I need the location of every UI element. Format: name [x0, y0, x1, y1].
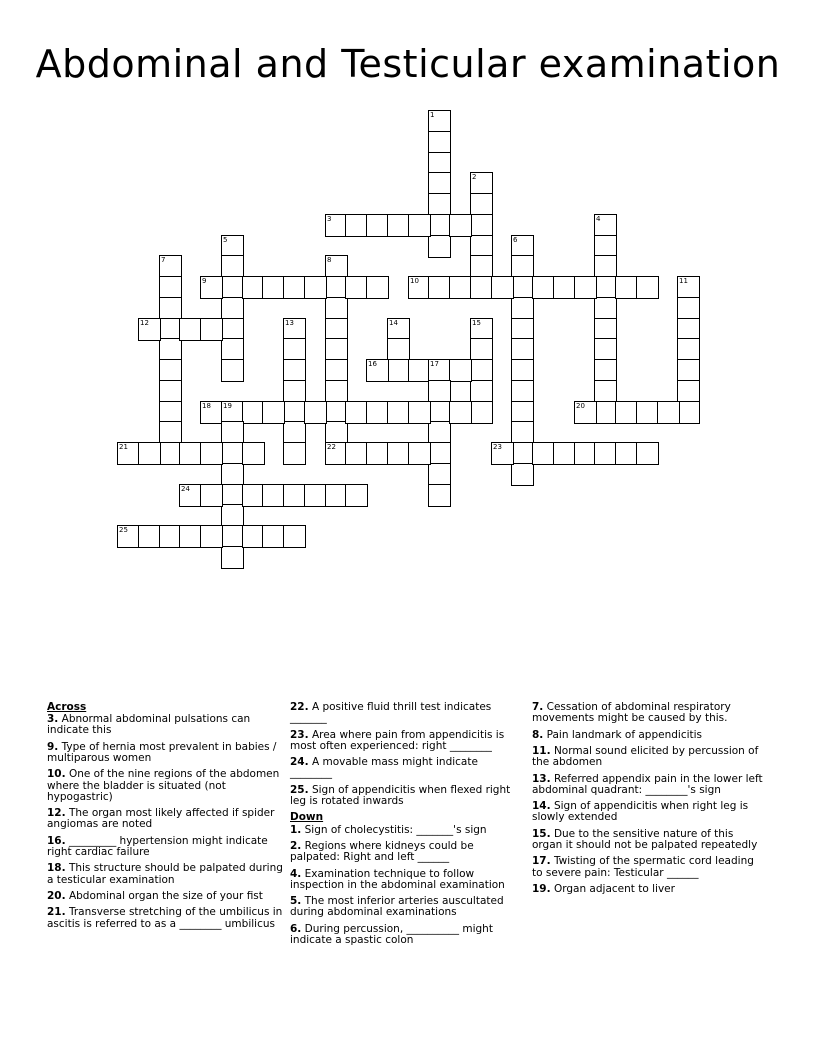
clue-item: [47, 769, 285, 803]
clue-number: 10.: [47, 768, 66, 781]
grid-cell[interactable]: [304, 276, 327, 299]
grid-cell[interactable]: [200, 318, 223, 341]
grid-cell[interactable]: [304, 484, 327, 507]
grid-cell[interactable]: [200, 525, 223, 548]
clue-column-3: [532, 702, 764, 900]
grid-cell[interactable]: [221, 421, 244, 444]
clue-number: 14.: [532, 800, 551, 813]
clue-text: Organ adjacent to liver: [550, 882, 675, 895]
grid-cell[interactable]: [594, 276, 617, 299]
clue-text: One of the nine regions of the abdomen where the bladder is situated (not hypogastric): [47, 768, 280, 803]
grid-cell[interactable]: [159, 297, 182, 320]
grid-cell[interactable]: [159, 421, 182, 444]
clue-number-label: 20: [576, 402, 585, 410]
clue-number-label: 4: [596, 215, 601, 223]
clue-number: 25.: [290, 783, 309, 796]
clue-item: [290, 702, 522, 724]
grid-cell[interactable]: [366, 401, 389, 424]
grid-cell[interactable]: [449, 214, 472, 237]
clue-number: 24.: [290, 756, 309, 769]
grid-cell[interactable]: [159, 276, 182, 299]
grid-cell[interactable]: [408, 401, 431, 424]
grid-cell[interactable]: [428, 484, 451, 507]
grid-cell[interactable]: [449, 401, 472, 424]
clue-text: Due to the sensitive nature of this organ it should not be palpated repeatedly: [532, 827, 758, 851]
clue-number-label: 15: [472, 319, 481, 327]
clue-number: 1.: [290, 823, 302, 836]
clue-item: [532, 746, 764, 768]
grid-cell[interactable]: [221, 442, 244, 465]
grid-cell[interactable]: [366, 214, 389, 237]
grid-cell[interactable]: [159, 338, 182, 361]
clue-item: [290, 869, 522, 891]
grid-cell[interactable]: [283, 359, 306, 382]
grid-cell[interactable]: [657, 401, 680, 424]
clue-number-label: 2: [472, 173, 477, 181]
clue-item: [532, 702, 764, 724]
clue-item: [47, 907, 285, 929]
grid-cell[interactable]: [200, 442, 223, 465]
grid-cell[interactable]: [345, 214, 368, 237]
grid-cell[interactable]: [594, 380, 617, 403]
grid-cell[interactable]: [221, 338, 244, 361]
grid-cell[interactable]: [366, 442, 389, 465]
clue-column-1: [47, 702, 285, 935]
grid-cell[interactable]: [283, 525, 306, 548]
grid-cell[interactable]: [511, 463, 534, 486]
grid-cell[interactable]: [242, 442, 265, 465]
grid-cell[interactable]: [470, 401, 493, 424]
grid-cell[interactable]: [428, 235, 451, 258]
clue-number-label: 24: [181, 485, 190, 493]
grid-cell[interactable]: [677, 338, 700, 361]
grid-cell[interactable]: [615, 276, 638, 299]
grid-cell[interactable]: [304, 401, 327, 424]
grid-cell[interactable]: [221, 359, 244, 382]
clue-number: 21.: [47, 906, 66, 919]
grid-cell[interactable]: [677, 401, 700, 424]
grid-cell[interactable]: [636, 401, 659, 424]
clue-item: [290, 757, 522, 779]
grid-cell[interactable]: [511, 421, 534, 444]
clue-text: Pain landmark of appendicitis: [543, 728, 703, 741]
grid-cell[interactable]: [553, 276, 576, 299]
grid-cell[interactable]: [449, 359, 472, 382]
grid-cell[interactable]: [179, 442, 202, 465]
clue-text: Abdominal organ the size of your fist: [65, 889, 263, 902]
clue-item: [47, 891, 285, 902]
grid-cell[interactable]: [159, 380, 182, 403]
clue-text: The most inferior arteries auscultated during abdominal examinations: [290, 895, 504, 919]
grid-cell[interactable]: [470, 276, 493, 299]
clue-number-label: 19: [223, 402, 232, 410]
clue-number-label: 8: [327, 256, 332, 264]
grid-cell[interactable]: [179, 318, 202, 341]
clue-item: [532, 774, 764, 796]
grid-cell[interactable]: [221, 255, 244, 278]
clue-number: 13.: [532, 772, 551, 785]
page-title: Abdominal and Testicular examination: [35, 42, 781, 86]
clue-number-label: 16: [368, 360, 377, 368]
clue-text: Abnormal abdominal pulsations can indicate this: [47, 713, 251, 737]
grid-cell[interactable]: [636, 442, 659, 465]
clue-item: [47, 808, 285, 830]
clue-number-label: 7: [161, 256, 166, 264]
grid-cell[interactable]: [408, 442, 431, 465]
grid-cell[interactable]: [387, 359, 410, 382]
grid-cell[interactable]: [594, 401, 617, 424]
grid-cell[interactable]: [138, 525, 161, 548]
clue-number: 2.: [290, 839, 302, 852]
clue-number-label: 17: [430, 360, 439, 368]
clue-number: 12.: [47, 807, 66, 820]
clue-text: This structure should be palpated during a testicular examination: [47, 862, 283, 886]
clue-text: Normal sound elicited by percussion of the abdomen: [532, 744, 759, 769]
grid-cell[interactable]: [283, 442, 306, 465]
grid-cell[interactable]: [574, 276, 597, 299]
grid-cell[interactable]: [491, 276, 514, 299]
grid-cell[interactable]: [511, 276, 534, 299]
clue-number: 8.: [532, 728, 544, 741]
grid-cell[interactable]: [200, 484, 223, 507]
grid-cell[interactable]: [345, 442, 368, 465]
clue-number: 17.: [532, 855, 551, 868]
grid-cell[interactable]: [428, 214, 451, 237]
grid-cell[interactable]: [325, 421, 348, 444]
clue-number: 5.: [290, 895, 302, 908]
grid-cell[interactable]: [179, 525, 202, 548]
clue-number-label: 6: [513, 236, 518, 244]
grid-cell[interactable]: [677, 380, 700, 403]
grid-cell[interactable]: [283, 380, 306, 403]
clue-text: Sign of cholecystitis: _______'s sign: [301, 823, 487, 836]
grid-cell[interactable]: [221, 504, 244, 527]
clue-text: Type of hernia most prevalent in babies / multiparous women: [47, 740, 277, 764]
clue-column-2: [290, 702, 522, 951]
grid-cell[interactable]: [345, 401, 368, 424]
clue-text: The organ most likely affected if spider angiomas are noted: [47, 807, 275, 831]
grid-cell[interactable]: [221, 525, 244, 548]
clue-text: Sign of appendicitis when right leg is slowly extended: [532, 800, 749, 824]
clue-number-label: 3: [327, 215, 332, 223]
clue-text: Transverse stretching of the umbilicus in ascitis is referred to as a ________ umbilicus: [47, 906, 283, 930]
clue-item: [532, 801, 764, 823]
clue-number: 9.: [47, 740, 59, 753]
grid-cell[interactable]: [283, 338, 306, 361]
clue-number-label: 5: [223, 236, 228, 244]
grid-cell[interactable]: [428, 193, 451, 216]
grid-cell[interactable]: [428, 131, 451, 154]
grid-cell[interactable]: [159, 359, 182, 382]
grid-cell[interactable]: [408, 214, 431, 237]
grid-cell[interactable]: [221, 463, 244, 486]
clue-number-label: 25: [119, 526, 128, 534]
clue-item: [290, 785, 522, 807]
grid-cell[interactable]: [262, 484, 285, 507]
grid-cell[interactable]: [387, 338, 410, 361]
grid-cell[interactable]: [262, 276, 285, 299]
clue-number: 19.: [532, 882, 551, 895]
grid-cell[interactable]: [387, 442, 410, 465]
grid-cell[interactable]: [221, 546, 244, 569]
grid-cell[interactable]: [387, 401, 410, 424]
grid-cell[interactable]: [283, 484, 306, 507]
grid-cell[interactable]: [594, 359, 617, 382]
clue-item: [290, 841, 522, 863]
grid-cell[interactable]: [553, 442, 576, 465]
grid-cell[interactable]: [138, 442, 161, 465]
grid-cell[interactable]: [594, 297, 617, 320]
grid-cell[interactable]: [428, 463, 451, 486]
grid-cell[interactable]: [594, 442, 617, 465]
clue-item: [532, 884, 764, 895]
grid-cell[interactable]: [428, 276, 451, 299]
clue-text: Area where pain from appendicitis is most often experienced: right ________: [290, 728, 505, 752]
grid-cell[interactable]: [511, 442, 534, 465]
grid-cell[interactable]: [366, 276, 389, 299]
grid-cell[interactable]: [325, 359, 348, 382]
grid-cell[interactable]: [221, 276, 244, 299]
clue-number: 16.: [47, 834, 66, 847]
clue-item: [47, 714, 285, 736]
clue-text: During percussion, __________ might indicate a spastic colon: [290, 922, 493, 946]
grid-cell[interactable]: [511, 380, 534, 403]
grid-cell[interactable]: [428, 421, 451, 444]
clue-number: 20.: [47, 889, 66, 902]
clue-text: A positive fluid thrill test indicates _______: [290, 701, 492, 725]
grid-cell[interactable]: [345, 276, 368, 299]
clue-number: 18.: [47, 862, 66, 875]
clue-item: [532, 829, 764, 851]
grid-cell[interactable]: [325, 297, 348, 320]
clue-number: 3.: [47, 713, 59, 726]
clue-item: [47, 863, 285, 885]
clue-text: Referred appendix pain in the lower left abdominal quadrant: ________'s sign: [532, 772, 763, 796]
clue-number-label: 11: [679, 277, 688, 285]
grid-cell[interactable]: [677, 297, 700, 320]
clue-number: 22.: [290, 701, 309, 713]
clue-item: [290, 896, 522, 918]
clue-number-label: 18: [202, 402, 211, 410]
clue-text: Cessation of abdominal respiratory movements might be caused by this.: [532, 701, 731, 725]
grid-cell[interactable]: [470, 255, 493, 278]
clue-text: Regions where kidneys could be palpated: Right and left ______: [290, 839, 474, 864]
grid-cell[interactable]: [677, 359, 700, 382]
across-heading: Across: [47, 701, 87, 713]
grid-cell[interactable]: [262, 525, 285, 548]
grid-cell[interactable]: [532, 442, 555, 465]
grid-cell[interactable]: [511, 297, 534, 320]
clue-number-label: 14: [389, 319, 398, 327]
grid-cell[interactable]: [428, 442, 451, 465]
clue-item: [290, 825, 522, 836]
grid-cell[interactable]: [428, 380, 451, 403]
grid-cell[interactable]: [325, 338, 348, 361]
clue-number-label: 23: [493, 443, 502, 451]
clue-item: [290, 730, 522, 752]
grid-cell[interactable]: [532, 276, 555, 299]
clue-number-label: 12: [140, 319, 149, 327]
grid-cell[interactable]: [511, 255, 534, 278]
clue-text: A movable mass might indicate ________: [290, 756, 478, 780]
grid-cell[interactable]: [636, 276, 659, 299]
clue-item: [47, 742, 285, 764]
grid-cell[interactable]: [283, 276, 306, 299]
grid-cell[interactable]: [470, 338, 493, 361]
clue-number: 15.: [532, 827, 551, 840]
grid-cell[interactable]: [470, 193, 493, 216]
clue-item: [532, 730, 764, 741]
grid-cell[interactable]: [470, 380, 493, 403]
grid-cell[interactable]: [428, 172, 451, 195]
clue-item: [290, 924, 522, 946]
grid-cell[interactable]: [449, 276, 472, 299]
clue-number-label: 9: [202, 277, 207, 285]
grid-cell[interactable]: [325, 380, 348, 403]
grid-cell[interactable]: [615, 401, 638, 424]
clue-number-label: 1: [430, 111, 435, 119]
grid-cell[interactable]: [470, 214, 493, 237]
grid-cell[interactable]: [511, 359, 534, 382]
down-heading: Down: [290, 811, 324, 824]
clue-number-label: 10: [410, 277, 419, 285]
clue-number-label: 22: [327, 443, 336, 451]
grid-cell[interactable]: [511, 338, 534, 361]
grid-cell[interactable]: [283, 421, 306, 444]
grid-cell[interactable]: [262, 401, 285, 424]
clue-text: Twisting of the spermatic cord leading to severe pain: Testicular ______: [532, 855, 754, 879]
clue-number: 7.: [532, 701, 544, 713]
clue-text: Sign of appendicitis when flexed right leg is rotated inwards: [290, 783, 511, 807]
grid-cell[interactable]: [387, 214, 410, 237]
grid-cell[interactable]: [470, 359, 493, 382]
grid-cell[interactable]: [345, 484, 368, 507]
clue-number-label: 21: [119, 443, 128, 451]
clue-number: 11.: [532, 744, 551, 757]
clue-item: [47, 836, 285, 858]
grid-cell[interactable]: [221, 297, 244, 320]
clue-text: _________ hypertension might indicate right cardiac failure: [47, 834, 268, 858]
grid-cell[interactable]: [615, 442, 638, 465]
clue-number-label: 13: [285, 319, 294, 327]
grid-cell[interactable]: [594, 338, 617, 361]
clue-number: 23.: [290, 728, 309, 741]
grid-cell[interactable]: [594, 255, 617, 278]
clue-text: Examination technique to follow inspection in the abdominal examination: [290, 867, 505, 891]
clue-number: 4.: [290, 867, 302, 880]
clue-item: [532, 856, 764, 878]
clue-number: 6.: [290, 922, 302, 935]
